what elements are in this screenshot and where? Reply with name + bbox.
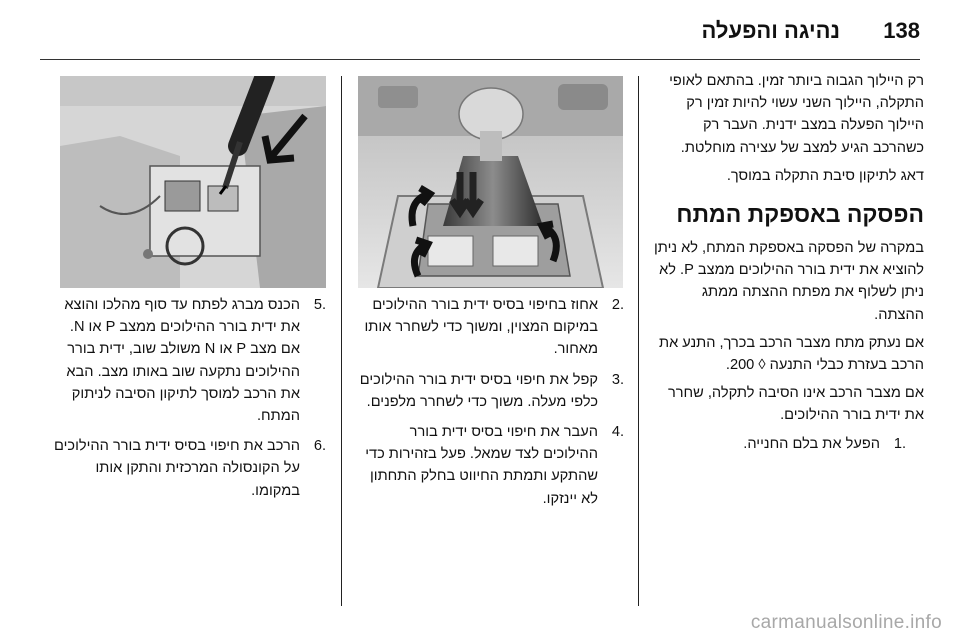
step-list [352, 294, 624, 510]
jump-start-text: אם נעתק מתח מצבר הרכב בכרך, התנע את הרכב בעזרת כבלי התנעה [658, 334, 924, 374]
step-text: הרכב את חיפוי בסיס ידית בורר ההילוכים על הקונסולה המרכזית והתקן אותו במקומו. [54, 438, 300, 499]
running-header: נהיגה והפעלה [701, 18, 840, 43]
page-reference-icon: ◊ [758, 357, 766, 374]
list-item [50, 294, 326, 427]
section-heading: הפסקה באספקת המתח [676, 201, 924, 228]
gear-shift-illustration [358, 76, 623, 288]
watermark: carmanualsonline.info [750, 612, 942, 633]
step-number: 6. [313, 438, 326, 455]
right-column [652, 70, 924, 463]
intro-paragraph-2: דאג לתיקון סיבת התקלה במוסך. [726, 167, 924, 184]
page-reference: 200. [725, 357, 755, 374]
header-rule [40, 59, 920, 60]
list-item [50, 435, 326, 502]
step-text: הכנס מברג לפתח עד סוף מהלכו והוצא את ידית בורר ההילוכים ממצב P או N. אם מצב P או N משולב שוב, ידית בורר ההילוכים נתקעה שוב באותו מצב. הבא את הרכב למוסך לתיקון הסיבה לניתוק המתח. [64, 297, 300, 425]
list-item [352, 421, 624, 510]
gear-shift-cover-photo [358, 76, 623, 288]
step-list [50, 294, 326, 502]
step-number: 3. [611, 371, 624, 388]
step-number: 2. [611, 297, 624, 313]
step-number: 1. [893, 435, 906, 452]
step-number: 5. [313, 297, 326, 313]
middle-column [352, 294, 624, 518]
list-item [352, 369, 624, 413]
section-paragraph-3: אם מצבר הרכב אינו הסיבה לתקלה, שחרר את ידית בורר ההילוכים. [667, 385, 924, 424]
screwdriver-release-photo [60, 76, 326, 288]
page-number: 138 [883, 18, 920, 43]
section-paragraph: במקרה של הפסקה באספקת המתח, לא ניתן להוציא את ידית בורר ההילוכים ממצב P. לא ניתן לשלוף את מפתח ההצתה ממתג ההצתה. [654, 240, 924, 323]
left-column [50, 294, 326, 510]
step-number: 4. [611, 424, 624, 441]
list-item [352, 294, 624, 361]
column-divider-right [638, 76, 639, 606]
intro-paragraph: רק היילוך הגבוה ביותר זמין. בהתאם לאופי התקלה, היילוך השני עשוי להיות זמין רק היילוך הפעלה במצב ידנית. העבר רק כשהרכב הגיע למצב של עצירה מוחלטת. [669, 73, 924, 156]
column-divider-left [341, 76, 342, 606]
section-paragraph-2 [652, 332, 924, 376]
step-text: העבר את חיפוי בסיס ידית בורר ההילוכים לצד שמאל. פעל בזהירות כדי שהתקע ותמתת החיווט בחלק התחתון לא יינזקו. [365, 424, 598, 507]
step-text: אחוז בחיפוי בסיס ידית בורר ההילוכים במיקום המצוין, ומשוך כדי לשחרר אותו מאחור. [364, 297, 598, 358]
step-text: הפעל את בלם החנייה. [743, 435, 880, 452]
list-item [652, 433, 924, 455]
screwdriver-illustration [60, 76, 326, 288]
step-text: קפל את חיפוי בסיס ידית בורר ההילוכים כלפי מעלה. משוך כדי לשחרר מלפנים. [359, 371, 598, 410]
step-list [652, 433, 924, 455]
